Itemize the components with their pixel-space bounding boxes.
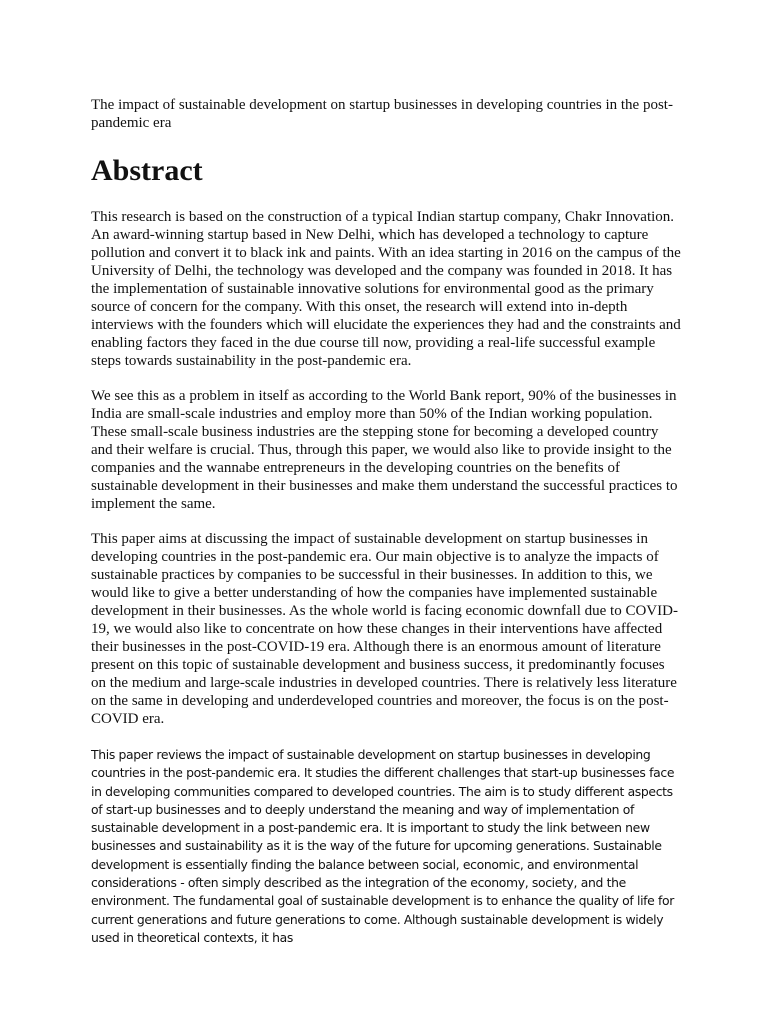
document-page [91,96,681,947]
abstract-paragraph-3: This paper aims at discussing the impact of sustainable development on startup businesses in developing countries in the post-pandemic era. Our main objective is to analyze the impacts of sustainable practices by companies to be successful in their businesses. In addition to this, we would like to give a better understanding of how the companies have implemented sustainable development in their businesses. As the whole world is facing economic downfall due to COVID-19, we would also like to concentrate on how these changes in their interventions have affected their businesses in the post-COVID-19 era. Although there is an enormous amount of literature present on this topic of sustainable development and business success, it predominantly focuses on the medium and large-scale industries in developed countries. There is relatively less literature on the same in developing and underdeveloped countries and moreover, the focus is on the post-COVID era. [91,531,678,727]
abstract-paragraph-1: This research is based on the construction of a typical Indian startup company, Chakr Innovation. An award-winning startup based in New Delhi, which has developed a technology to capture pollution and convert it to black ink and paints. With an idea starting in 2016 on the campus of the University of Delhi, the technology was developed and the company was founded in 2018. It has the implementation of sustainable innovative solutions for environmental good as the primary source of concern for the company. With this onset, the research will extend into in-depth interviews with the founders which will elucidate the experiences they had and the constraints and enabling factors they faced in the due course till now, providing a real-life successful example steps towards sustainability in the post-pandemic era. [91,209,681,369]
abstract-heading: Abstract [91,154,203,187]
document-title: The impact of sustainable development on startup businesses in developing countries in the post-pandemic era [91,97,673,131]
abstract-paragraph-2: We see this as a problem in itself as according to the World Bank report, 90% of the businesses in India are small-scale industries and employ more than 50% of the Indian working population. These small-scale business industries are the stepping stone for becoming a developed country and their welfare is crucial. Thus, through this paper, we would also like to provide insight to the companies and the wannabe entrepreneurs in the developing countries on the benefits of sustainable development in their businesses and make them understand the successful practices to implement the same. [91,388,678,512]
review-paragraph: This paper reviews the impact of sustainable development on startup businesses in developing countries in the post-pandemic era. It studies the different challenges that start-up businesses face in developing communities compared to developed countries. The aim is to study different aspects of start-up businesses and to deeply understand the meaning and way of implementation of sustainable development in a post-pandemic era. It is important to study the link between new businesses and sustainability as it is the way of the future for upcoming generations. Sustainable development is essentially finding the balance between social, economic, and environmental considerations - often simply described as the integration of the economy, society, and the environment. The fundamental goal of sustainable development is to enhance the quality of life for current generations and future generations to come. Although sustainable development is widely used in theoretical contexts, it has [91,747,675,945]
